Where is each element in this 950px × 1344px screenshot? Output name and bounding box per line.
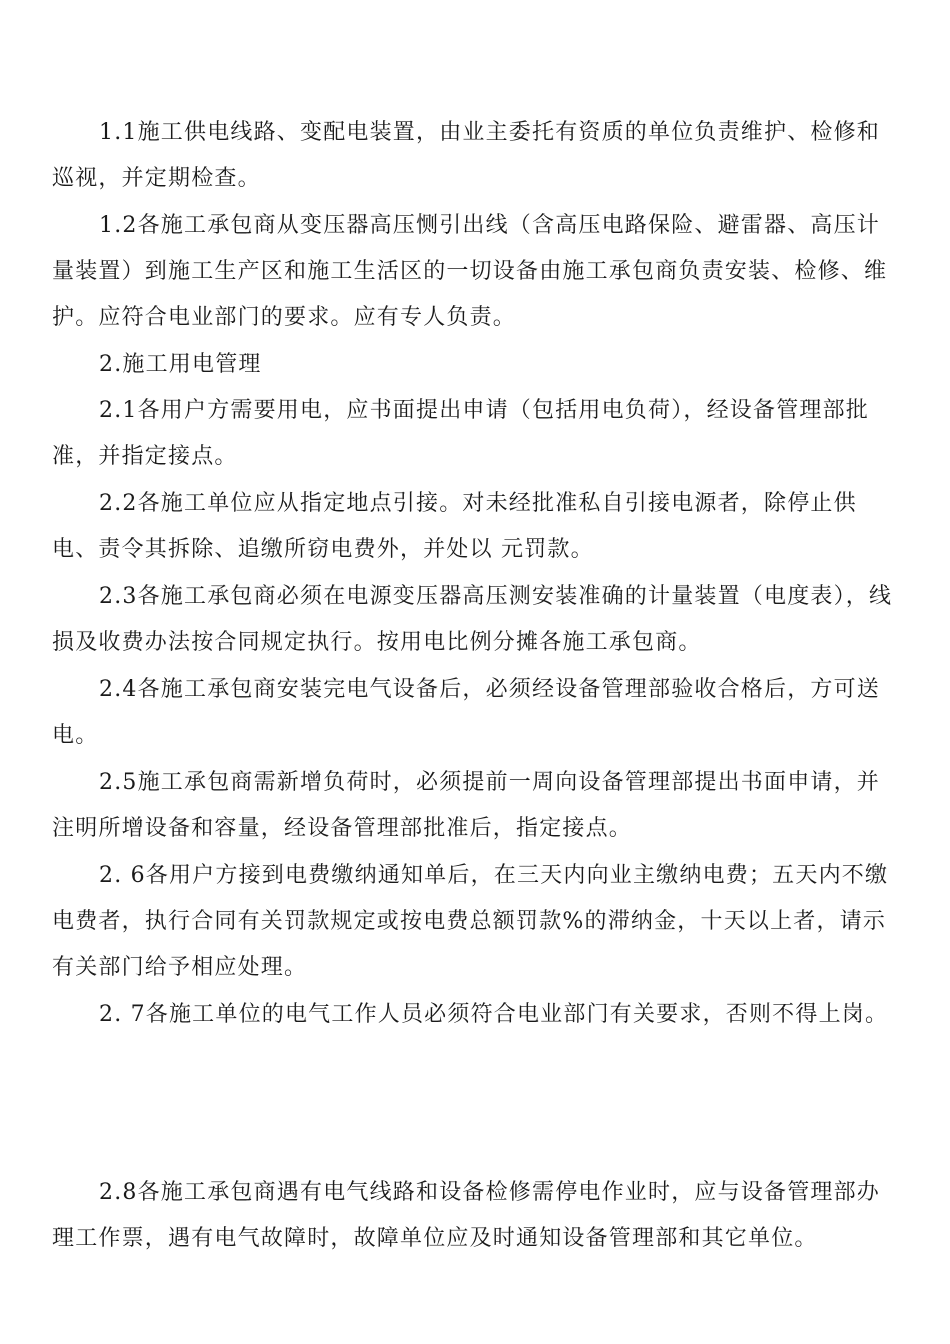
paragraph-2-2: 2.2各施工单位应从指定地点引接。对未经批准私自引接电源者，除停止供电、责令其拆除、追缴所窃电费外，并处以 元罚款。: [52, 491, 857, 562]
paragraph-1-1: 1.1施工供电线路、变配电装置，由业主委托有资质的单位负责维护、检修和巡视，并定期检查。: [52, 120, 880, 191]
paragraph-2-7: 2. 7各施工单位的电气工作人员必须符合电业部门有关要求，否则不得上岗。: [99, 1002, 889, 1027]
paragraph-2-3: 2.3各施工承包商必须在电源变压器高压测安装准确的计量装置（电度表），线损及收费办法按合同规定执行。按用电比例分摊各施工承包商。: [52, 584, 893, 655]
paragraph-2-6: 2. 6各用户方接到电费缴纳通知单后，在三天内向业主缴纳电费；五天内不缴电费者，执行合同有关罚款规定或按电费总额罚款%的滞纳金，十天以上者，请示有关部门给予相应处理。: [52, 863, 889, 980]
paragraph-2-8: 2.8各施工承包商遇有电气线路和设备检修需停电作业时，应与设备管理部办理工作票，遇有电气故障时，故障单位应及时通知设备管理部和其它单位。: [52, 1180, 880, 1251]
paragraph-2-1: 2.1各用户方需要用电，应书面提出申请（包括用电负荷），经设备管理部批准，并指定接点。: [52, 398, 869, 469]
paragraph-1-2: 1.2各施工承包商从变压器高压恻引出线（含高压电路保险、避雷器、高压计量装置）到施工生产区和施工生活区的一切设备由施工承包商负责安装、检修、维护。应符合电业部门的要求。应有专人负责。: [52, 213, 888, 330]
section-heading-2: 2.施工用电管理: [99, 352, 262, 377]
paragraph-2-5: 2.5施工承包商需新增负荷时，必须提前一周向设备管理部提出书面申请，并注明所增设备和容量，经设备管理部批准后，指定接点。: [52, 770, 880, 841]
paragraph-2-4: 2.4各施工承包商安装完电气设备后，必须经设备管理部验收合格后，方可送电。: [52, 677, 880, 748]
